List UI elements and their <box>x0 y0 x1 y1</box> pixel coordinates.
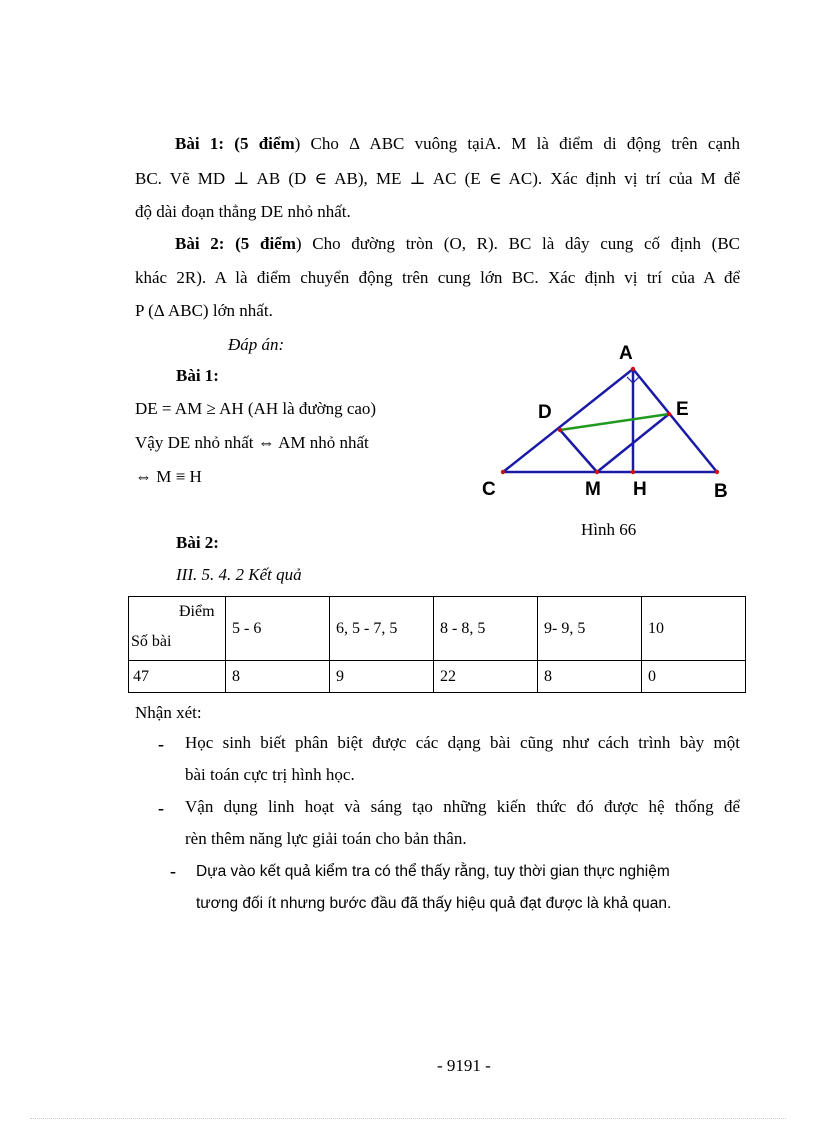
comments-title: Nhận xét: <box>135 703 202 722</box>
range-cell: 8 - 8, 5 <box>434 597 538 661</box>
bullet-mark: - <box>170 861 176 881</box>
count-cell: 0 <box>642 661 746 693</box>
point-d <box>558 428 562 432</box>
label-A: A <box>619 343 633 364</box>
comment-2-line2: rèn thêm năng lực giải toán cho bản thân. <box>185 829 467 848</box>
label-E: E <box>676 399 689 420</box>
label-D: D <box>538 402 552 423</box>
page-bottom-divider <box>30 1118 786 1119</box>
point-b <box>715 470 719 474</box>
answer-heading: Đáp án: <box>228 335 285 354</box>
point-m <box>595 470 599 474</box>
table-row <box>129 661 746 693</box>
count-cell: 22 <box>434 661 538 693</box>
bullet-mark: - <box>158 798 164 818</box>
count-cell: 8 <box>538 661 642 693</box>
range-cell: 6, 5 - 7, 5 <box>330 597 434 661</box>
bai2-points: (5 điểm <box>235 234 296 253</box>
answer-line2: Vậy DE nhỏ nhất ⇔ AM nhỏ nhất <box>135 433 369 452</box>
bai1-points: (5 điểm <box>234 134 295 153</box>
side-ab <box>633 369 717 472</box>
label-H: H <box>633 479 647 500</box>
bai1-label: Bài 1: <box>175 134 224 153</box>
table-corner-cell <box>129 597 226 661</box>
bai2-label: Bài 2: <box>175 234 225 253</box>
header-sobai: Số bài <box>131 633 172 650</box>
count-cell: 9 <box>330 661 434 693</box>
range-cell: 9- 9, 5 <box>538 597 642 661</box>
point-a <box>631 367 635 371</box>
comment-1-line1: Học sinh biết phân biệt được các dạng bài cũng như cách trình bày một <box>185 733 740 752</box>
bai1-line3: độ dài đoạn thẳng DE nhỏ nhất. <box>135 202 351 221</box>
label-B: B <box>714 481 728 502</box>
count-cell: 8 <box>226 661 330 693</box>
bai2-line3: P (Δ ABC) lớn nhất. <box>135 301 273 320</box>
total-cell: 47 <box>129 661 226 693</box>
answer-line1: DE = AM ≥ AH (AH là đường cao) <box>135 399 377 418</box>
point-h <box>631 470 635 474</box>
comment-2-line1: Vận dụng linh hoạt và sáng tạo những kiến thức đó được hệ thống để <box>185 797 740 816</box>
side-ca <box>503 369 633 472</box>
comment-3-line1: Dựa vào kết quả kiểm tra có thể thấy rằng, tuy thời gian thực nghiệm <box>196 863 670 880</box>
bullet-mark: - <box>158 734 164 754</box>
label-C: C <box>482 479 496 500</box>
results-title: III. 5. 4. 2 Kết quả <box>176 565 302 584</box>
results-table <box>128 596 746 693</box>
header-diem: Điểm <box>179 603 215 620</box>
comment-3-line2: tương đối ít nhưng bước đầu đã thấy hiệu quả đạt được là khả quan. <box>196 895 672 912</box>
bai2-line1: Bài 2: (5 điểm) Cho đường tròn (O, R). BC là dây cung cố định (BC <box>175 234 740 253</box>
bai1-line2: BC. Vẽ MD ⊥ AB (D ∈ AB), ME ⊥ AC (E ∈ AC). Xác định vị trí của M để <box>135 169 740 188</box>
answer-bai2-label: Bài 2: <box>176 533 219 552</box>
range-cell: 5 - 6 <box>226 597 330 661</box>
figure-caption: Hình 66 <box>581 520 637 539</box>
bai2-line2: khác 2R). A là điểm chuyển động trên cung lớn BC. Xác định vị trí của A để <box>135 268 740 287</box>
point-c <box>501 470 505 474</box>
bai1-line1: Bài 1: (5 điểm) Cho Δ ABC vuông tạiA. M là điểm di động trên cạnh <box>175 134 740 153</box>
segment-md <box>560 430 597 472</box>
point-e <box>667 412 671 416</box>
answer-bai1-label: Bài 1: <box>176 366 219 385</box>
label-M: M <box>585 479 601 500</box>
table-header-row <box>129 597 746 661</box>
comment-1-line2: bài toán cực trị hình học. <box>185 765 355 784</box>
triangle-figure <box>470 335 760 510</box>
page-number: - 9191 - <box>437 1056 491 1075</box>
answer-line3: ⇔ M ≡ H <box>135 467 202 486</box>
range-cell: 10 <box>642 597 746 661</box>
